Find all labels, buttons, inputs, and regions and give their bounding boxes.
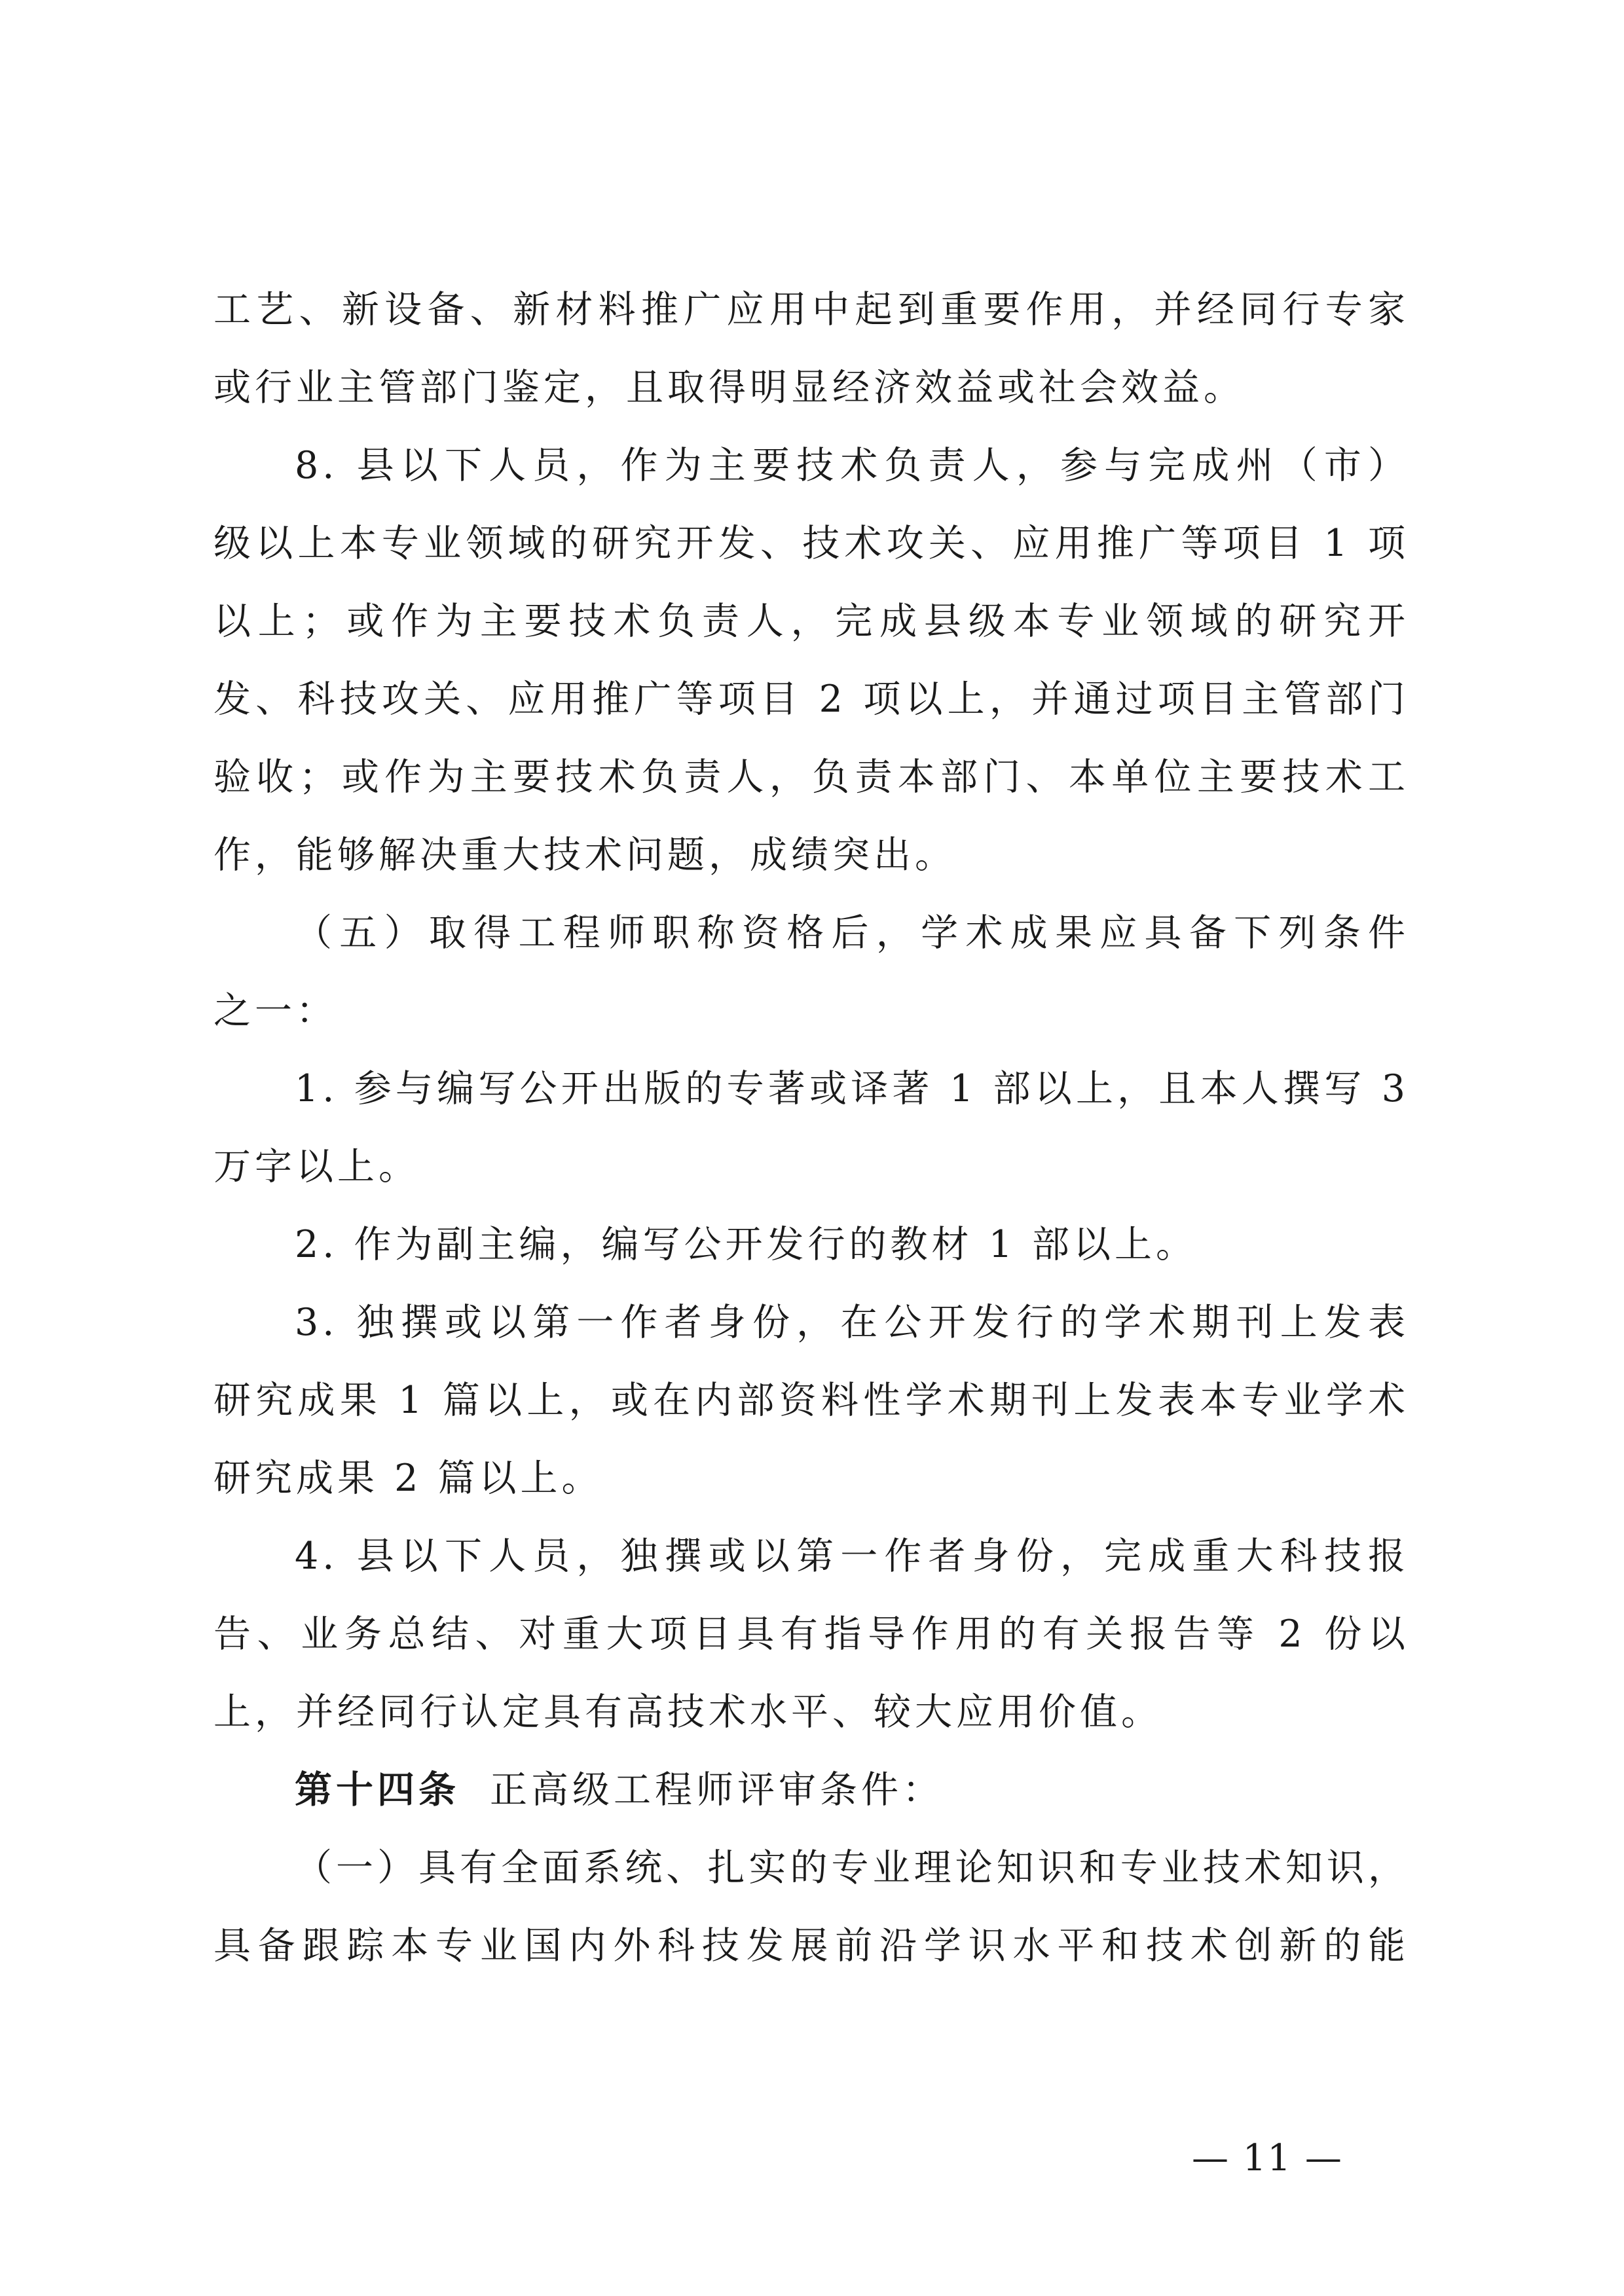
- text-line-9: （五）取得工程师职称资格后，学术成果应具备下列条件: [295, 911, 1409, 955]
- text-line-22: 具备跟踪本专业国内外科技发展前沿学识水平和技术创新的能: [213, 1924, 1409, 1967]
- text-line-8: 作，能够解决重大技术问题，成绩突出。: [213, 833, 956, 877]
- text-line-3: 8. 县以下人员，作为主要技术负责人，参与完成州（市）: [295, 444, 1409, 487]
- body-text: [213, 271, 1409, 1985]
- text-line-19: 上，并经同行认定具有高技术水平、较大应用价值。: [213, 1690, 1162, 1734]
- text-line-6: 发、科技攻关、应用推广等项目 2 项以上，并通过项目主管部门: [213, 678, 1409, 721]
- text-line-21: （一）具有全面系统、扎实的专业理论知识和专业技术知识，: [295, 1846, 1409, 1889]
- text-line-16: 研究成果 2 篇以上。: [213, 1457, 603, 1500]
- text-line-1: 工艺、新设备、新材料推广应用中起到重要作用，并经同行专家: [213, 288, 1409, 331]
- text-line-11: 1. 参与编写公开出版的专著或译著 1 部以上，且本人撰写 3: [295, 1067, 1409, 1110]
- text-line-4: 级以上本专业领域的研究开发、技术攻关、应用推广等项目 1 项: [213, 522, 1409, 565]
- text-line-17: 4. 县以下人员，独撰或以第一作者身份，完成重大科技报: [295, 1535, 1409, 1578]
- text-line-7: 验收；或作为主要技术负责人，负责本部门、本单位主要技术工: [213, 756, 1409, 799]
- text-line-18: 告、业务总结、对重大项目具有指导作用的有关报告等 2 份以: [213, 1613, 1409, 1656]
- text-line-12: 万字以上。: [213, 1145, 420, 1188]
- article-text: 正高级工程师评审条件：: [490, 1768, 944, 1812]
- text-line-14: 3. 独撰或以第一作者身份，在公开发行的学术期刊上发表: [295, 1301, 1409, 1344]
- text-line-13: 2. 作为副主编，编写公开发行的教材 1 部以上。: [295, 1223, 1198, 1266]
- text-line-15: 研究成果 1 篇以上，或在内部资料性学术期刊上发表本专业学术: [213, 1379, 1409, 1422]
- text-line-2: 或行业主管部门鉴定，且取得明显经济效益或社会效益。: [213, 366, 1245, 409]
- article-heading-line: [213, 1751, 1409, 1829]
- article-title: 第十四条: [295, 1768, 460, 1812]
- text-line-5: 以上；或作为主要技术负责人，完成县级本专业领域的研究开: [213, 600, 1409, 643]
- page-number: — 11 —: [1192, 2137, 1343, 2179]
- text-line-10: 之一：: [213, 989, 337, 1032]
